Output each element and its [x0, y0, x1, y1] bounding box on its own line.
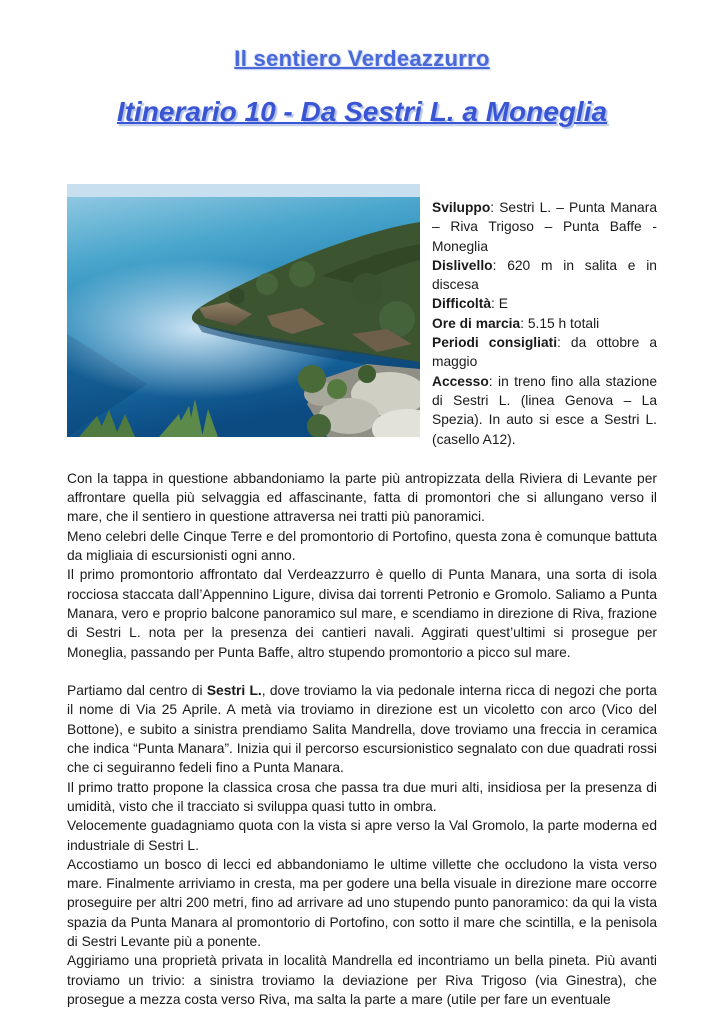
info-value-sviluppo: : Sestri L. – Punta Manara – Riva Trigoso – Punta Baffe - Moneglia [432, 200, 657, 254]
info-line-ore-di-marcia [432, 314, 657, 333]
info-label-dislivello: Dislivello [432, 257, 493, 273]
info-panel [432, 184, 657, 449]
paragraph-4-bold-sestri: Sestri L. [206, 683, 262, 699]
paragraph-7: Accostiamo un bosco di lecci ed abbandoniamo le ultime villette che occludono la vista verso mare. Finalmente arriviamo in cresta, ma per godere una bella visuale in direzione mare occorre proseguire per altri 200 metri, fino ad arrivare ad uno stupendo punto panoramico: da qui la vista spazia da Punta Manara al promontorio di Portofino, con sotto il mare che scintilla, e la penisola di Sestri Levante più a ponente. [67, 856, 657, 949]
info-value-periodi: : da ottobre a maggio [432, 335, 657, 370]
paragraph-1: Con la tappa in questione abbandoniamo la parte più antropizzata della Riviera di Levante per affrontare quella più selvaggia ed affascinante, fatta di promontori che si allungano verso il mare, che il sentiero in questione attraversa nei tratti più panoramici. [67, 470, 657, 525]
info-line-accesso [432, 372, 657, 449]
info-line-periodi [432, 333, 657, 372]
paragraph-2: Meno celebri delle Cinque Terre e del promontorio di Portofino, questa zona è comunque battuta da migliaia di escursionisti ogni anno. [67, 528, 657, 564]
info-value-ore-di-marcia: : 5.15 h totali [520, 315, 600, 331]
paragraph-4-text: Partiamo dal centro di [67, 683, 207, 699]
info-value-dislivello: : 620 m in salita e in discesa [432, 257, 657, 293]
info-label-accesso: Accesso [432, 373, 489, 389]
trail-photo [67, 184, 420, 437]
info-value-difficolta: : E [491, 296, 508, 312]
paragraph-4-text-cont: , dove troviamo la via pedonale interna ricca di negozi che porta il nome di Via 25 Aprile. A metà via troviamo in direzione est un vicoletto con arco (Vico del Bottone), e subito a sinistra prendiamo Salita Mandrella, dove troviamo una freccia in ceramica che indica “Punta Manara”. Inizia qui il percorso escursionistico segnalato con due quadrati rossi che ci seguiranno fedeli fino a Punta Manara. [67, 683, 657, 776]
paragraph-5: Il primo tratto propone la classica crosa che passa tra due muri alti, insidiosa per la presenza di umidità, visto che il tracciato si sviluppa quasi tutto in ombra. [67, 779, 657, 814]
paragraph-3: Il primo promontorio affrontato dal Verdeazzurro è quello di Punta Manara, una sorta di isola rocciosa staccata dall’Appennino Ligure, divisa dai torrenti Petronio e Gromolo. Saliamo a Punta Manara, vero e proprio balcone panoramico sul mare, e scendiamo in direzione di Riva, frazione di Sestri L. nota per la presenza dei cantieri navali. Aggirati quest’ultimi si prosegue per Moneglia, passando per Punta Baffe, altro stupendo promontorio a picco sul mare. [67, 567, 657, 660]
info-label-difficolta: Difficoltà [432, 296, 492, 312]
article-body [67, 469, 657, 1009]
itinerary-title: Itinerario 10 - Da Sestri L. a Moneglia [116, 96, 608, 127]
paragraph-6: Velocemente guadagniamo quota con la vista si apre verso la Val Gromolo, la parte moderna ed industriale di Sestri L. [67, 818, 657, 853]
paragraph-4 [67, 681, 657, 777]
info-line-dislivello [432, 256, 657, 295]
info-value-accesso: : in treno fino alla stazione di Sestri L. (linea Genova – La Spezia). In auto si esce a Sestri L. (casello A12). [432, 373, 657, 447]
coastal-photo-illustration [67, 184, 420, 437]
info-label-periodi: Periodi consigliati [432, 335, 558, 351]
info-label-sviluppo: Sviluppo [432, 200, 491, 215]
paragraph-8: Aggiriamo una proprietà privata in località Mandrella ed incontriamo un bella pineta. Più avanti troviamo un trivio: a sinistra troviamo la deviazione per Riva Trigoso (via Ginestra), che prosegue a mezza costa verso Riva, ma salta la parte a mare (utile per fare un eventuale [67, 953, 657, 1007]
document-title: Il sentiero Verdeazzurro [234, 46, 490, 71]
info-line-sviluppo [432, 198, 657, 256]
photo-info-row [67, 184, 657, 449]
info-label-ore-di-marcia: Ore di marcia [432, 315, 521, 331]
info-line-difficolta [432, 294, 657, 313]
